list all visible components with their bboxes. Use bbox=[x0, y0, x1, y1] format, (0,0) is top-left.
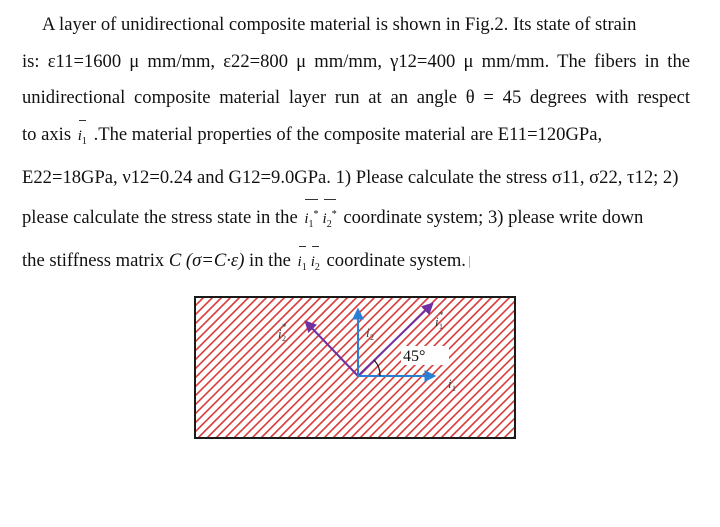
vector-i2-star: $i_2^*$ bbox=[323, 197, 337, 244]
problem-text bbox=[22, 7, 690, 287]
vector-i1: $i_1$ bbox=[78, 118, 87, 161]
label-i2 bbox=[366, 325, 374, 342]
problem-line-5: E22=18GPa, ν12=0.24 and G12=9.0GPa. 1) Please calculate the stress σ11, σ22, τ12; 2) bbox=[22, 167, 679, 188]
stiffness-formula: (σ=C·ε) bbox=[185, 250, 245, 271]
vector-i1-star: $i_1^*$ bbox=[304, 197, 318, 244]
svg-text:*: * bbox=[282, 322, 287, 332]
problem-line-7: the stiffness matrix C (σ=C·ε) in the $i_1$ $i_2$ coordinate system. bbox=[22, 243, 690, 287]
vector-i2-ref: $i_2$ bbox=[311, 244, 320, 287]
fiber-hatching bbox=[194, 296, 516, 439]
svg-text:1: 1 bbox=[452, 384, 456, 393]
svg-text:i: i bbox=[278, 326, 282, 341]
composite-layer-figure bbox=[194, 296, 516, 439]
vector-i1-ref: $i_1$ bbox=[298, 244, 307, 287]
svg-text:2: 2 bbox=[370, 333, 374, 342]
problem-line-4: to axis $i_1$ .The material properties of the composite material are E11=120GPa, bbox=[22, 117, 690, 161]
fiber-line bbox=[413, 296, 516, 439]
fiber-line bbox=[377, 296, 516, 439]
svg-text:1: 1 bbox=[439, 322, 443, 331]
svg-text:i: i bbox=[366, 325, 370, 340]
svg-text:i: i bbox=[435, 314, 439, 329]
svg-text:i: i bbox=[448, 376, 452, 391]
fiber-line bbox=[194, 296, 322, 439]
problem-line-3: unidirectional composite material layer run at an angle θ = 45 degrees with respect bbox=[22, 87, 690, 108]
svg-text:2: 2 bbox=[282, 334, 286, 343]
text-cursor-mark bbox=[469, 256, 470, 268]
stiffness-symbol: C bbox=[168, 250, 182, 271]
problem-line-2: is: ε11=1600 μ mm/mm, ε22=800 μ mm/mm, γ12=400 μ mm/mm. The fibers in the bbox=[22, 50, 690, 72]
label-i1-star bbox=[435, 310, 444, 331]
problem-line-6: please calculate the stress state in the $i_1^*$ $i_2^*$ coordinate system; 3) please write down bbox=[22, 197, 690, 244]
problem-line-1: A layer of unidirectional composite material is shown in Fig.2. Its state of strain bbox=[42, 14, 637, 35]
svg-text:*: * bbox=[439, 310, 444, 320]
angle-label: 45° bbox=[403, 348, 426, 365]
fiber-line bbox=[476, 296, 516, 439]
